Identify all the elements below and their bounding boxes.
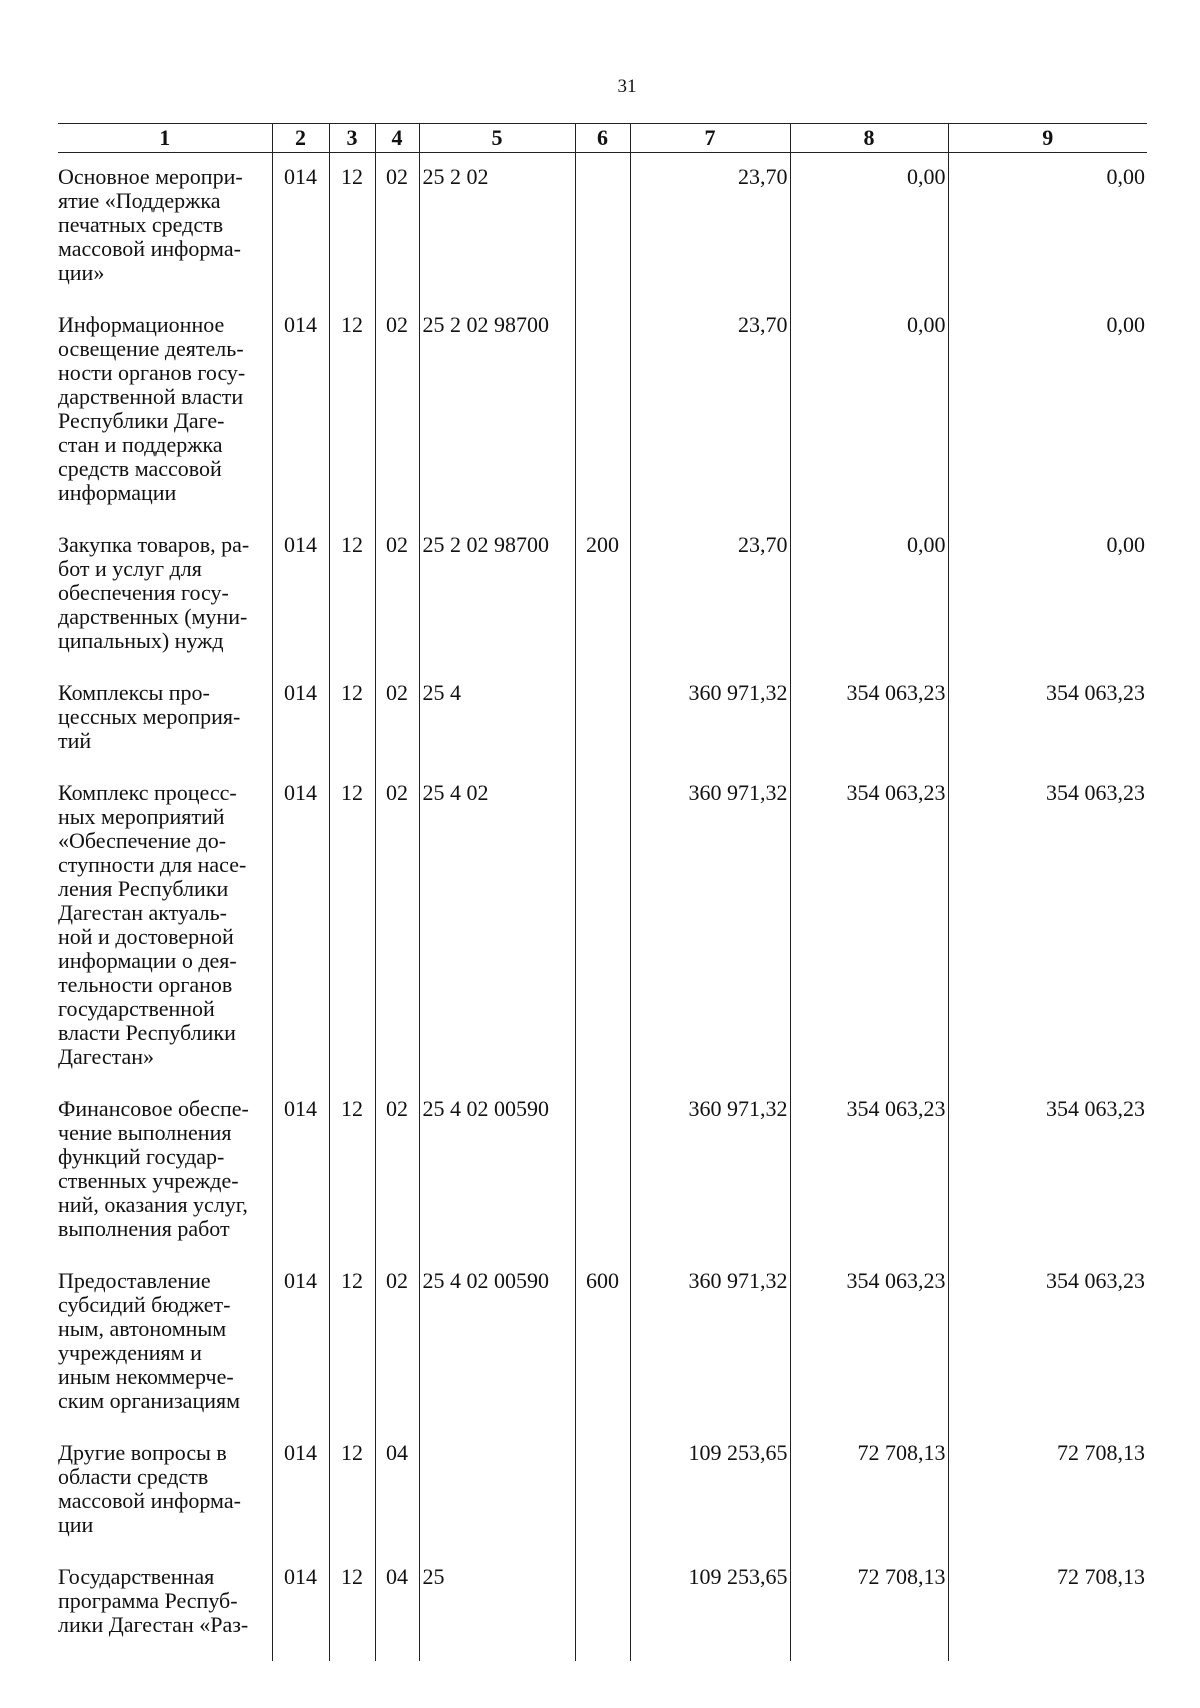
column-header: 1	[58, 124, 272, 153]
row-vr	[575, 153, 630, 302]
row-rz: 12	[329, 1085, 375, 1257]
row-value-7: 109 253,65	[630, 1553, 790, 1661]
row-value-8: 354 063,23	[790, 1085, 948, 1257]
table-header-row	[58, 124, 1147, 153]
row-value-9: 0,00	[948, 521, 1147, 669]
row-rz: 12	[329, 153, 375, 302]
table-row	[58, 769, 1147, 1085]
row-vr: 600	[575, 1257, 630, 1429]
row-ved: 014	[272, 521, 329, 669]
row-rz: 12	[329, 769, 375, 1085]
row-kcsr: 25 4	[419, 669, 575, 769]
row-kcsr: 25 4 02 00590	[419, 1085, 575, 1257]
row-kcsr: 25 2 02	[419, 153, 575, 302]
row-name: Финансовое обеспе- чение выполнения функций государ- ственных учрежде- ний, оказания услуг, выполнения работ	[58, 1096, 249, 1241]
row-rz: 12	[329, 1553, 375, 1661]
row-ved: 014	[272, 769, 329, 1085]
row-pr: 04	[375, 1429, 419, 1553]
column-header: 3	[329, 124, 375, 153]
row-rz: 12	[329, 1429, 375, 1553]
row-value-9: 72 708,13	[948, 1553, 1147, 1661]
row-ved: 014	[272, 1257, 329, 1429]
table-row	[58, 669, 1147, 769]
column-header: 9	[948, 124, 1147, 153]
row-name: Другие вопросы в области средств массовой информа- ции	[58, 1440, 241, 1537]
row-vr	[575, 1553, 630, 1661]
row-name: Закупка товаров, ра- бот и услуг для обеспечения госу- дарственных (муни- ципальных) нужд	[58, 532, 250, 653]
row-kcsr	[419, 1429, 575, 1553]
row-value-9: 0,00	[948, 301, 1147, 521]
column-header: 2	[272, 124, 329, 153]
row-value-8: 72 708,13	[790, 1553, 948, 1661]
table-row	[58, 521, 1147, 669]
table-row	[58, 1553, 1147, 1661]
row-value-8: 0,00	[790, 301, 948, 521]
row-pr: 02	[375, 669, 419, 769]
row-value-8: 0,00	[790, 153, 948, 302]
row-value-7: 23,70	[630, 301, 790, 521]
row-value-7: 109 253,65	[630, 1429, 790, 1553]
row-kcsr: 25 2 02 98700	[419, 521, 575, 669]
row-value-9: 354 063,23	[948, 669, 1147, 769]
row-value-7: 23,70	[630, 153, 790, 302]
row-value-8: 354 063,23	[790, 1257, 948, 1429]
row-value-8: 72 708,13	[790, 1429, 948, 1553]
row-name: Предоставление субсидий бюджет- ным, автономным учреждениям и иным некоммерче- ским организациям	[58, 1268, 241, 1413]
table-row	[58, 153, 1147, 302]
row-kcsr: 25 2 02 98700	[419, 301, 575, 521]
row-value-8: 354 063,23	[790, 669, 948, 769]
row-name: Государственная программа Респуб- лики Дагестан «Раз-	[58, 1564, 249, 1637]
column-header: 6	[575, 124, 630, 153]
row-name: Информационное освещение деятель- ности органов госу- дарственной власти Республики Даге- стан и поддержка средств массовой информации	[58, 312, 246, 505]
column-header: 7	[630, 124, 790, 153]
row-name: Основное меропри- ятие «Поддержка печатных средств массовой информа- ции»	[58, 164, 243, 285]
row-vr	[575, 1429, 630, 1553]
row-pr: 02	[375, 301, 419, 521]
column-header: 4	[375, 124, 419, 153]
row-ved: 014	[272, 1429, 329, 1553]
row-value-7: 360 971,32	[630, 1085, 790, 1257]
row-value-7: 360 971,32	[630, 1257, 790, 1429]
row-value-9: 72 708,13	[948, 1429, 1147, 1553]
table-row	[58, 1085, 1147, 1257]
row-value-7: 23,70	[630, 521, 790, 669]
table-row	[58, 1257, 1147, 1429]
row-ved: 014	[272, 153, 329, 302]
row-rz: 12	[329, 521, 375, 669]
row-pr: 02	[375, 153, 419, 302]
row-value-7: 360 971,32	[630, 769, 790, 1085]
row-value-7: 360 971,32	[630, 669, 790, 769]
row-value-8: 0,00	[790, 521, 948, 669]
row-value-9: 354 063,23	[948, 769, 1147, 1085]
column-header: 8	[790, 124, 948, 153]
table-row	[58, 1429, 1147, 1553]
row-value-9: 0,00	[948, 153, 1147, 302]
row-value-9: 354 063,23	[948, 1085, 1147, 1257]
row-pr: 02	[375, 1085, 419, 1257]
table-row	[58, 301, 1147, 521]
row-kcsr: 25 4 02	[419, 769, 575, 1085]
row-pr: 02	[375, 1257, 419, 1429]
row-pr: 04	[375, 1553, 419, 1661]
column-header: 5	[419, 124, 575, 153]
page-number: 31	[617, 76, 637, 97]
row-kcsr: 25 4 02 00590	[419, 1257, 575, 1429]
row-value-8: 354 063,23	[790, 769, 948, 1085]
row-value-9: 354 063,23	[948, 1257, 1147, 1429]
row-vr	[575, 1085, 630, 1257]
row-name: Комплекс процесс- ных мероприятий «Обеспечение до- ступности для насе- ления Республики Дагестан актуаль- ной и достоверной информации о дея- тельности органов государственной власти Республики Дагестан»	[58, 780, 247, 1069]
row-ved: 014	[272, 669, 329, 769]
row-pr: 02	[375, 769, 419, 1085]
row-vr: 200	[575, 521, 630, 669]
row-vr	[575, 769, 630, 1085]
row-rz: 12	[329, 1257, 375, 1429]
row-pr: 02	[375, 521, 419, 669]
row-rz: 12	[329, 669, 375, 769]
row-ved: 014	[272, 1553, 329, 1661]
row-rz: 12	[329, 301, 375, 521]
row-ved: 014	[272, 1085, 329, 1257]
row-name: Комплексы про- цессных мероприя- тий	[58, 680, 241, 753]
row-ved: 014	[272, 301, 329, 521]
row-vr	[575, 301, 630, 521]
row-kcsr: 25	[419, 1553, 575, 1661]
budget-table	[58, 123, 1147, 1661]
row-vr	[575, 669, 630, 769]
